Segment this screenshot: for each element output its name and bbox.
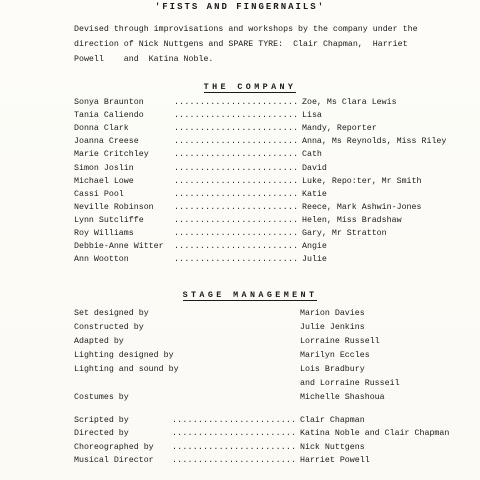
company-name: Marie Critchley — [74, 150, 149, 160]
company-role: Cath — [302, 150, 322, 160]
stage-name: Constructed by — [74, 323, 144, 332]
company-name: Roy Williams — [74, 229, 134, 238]
credits-leader-dots: ........................ — [172, 416, 297, 425]
company-name: Joanna Creese — [74, 137, 139, 147]
company-name: Cassi Pool — [74, 189, 124, 199]
company-role: Lisa — [302, 111, 322, 121]
company-leader-dots: ........................ — [174, 202, 299, 212]
company-leader-dots: ........................ — [174, 111, 299, 121]
credits-name: Directed by — [74, 429, 129, 439]
stage-role: and Lorraine Russeil — [300, 379, 400, 388]
company-role: Reece, Mark Ashwin-Jones — [302, 202, 422, 212]
company-leader-dots: ........................ — [174, 176, 299, 186]
stage-role: Marion Davies — [300, 309, 365, 318]
company-role: Luke, Repo:ter, Mr Smith — [302, 176, 422, 186]
credits-role: Katina Noble and Clair Chapman — [300, 429, 450, 439]
stage-management-heading-text: STAGE MANAGEMENT — [182, 290, 318, 300]
credits-role: Clair Chapman — [300, 416, 365, 425]
company-leader-dots: ........................ — [174, 163, 299, 173]
stage-role: Marilyn Eccles — [300, 351, 370, 360]
company-leader-dots: ........................ — [174, 242, 299, 252]
stage-name: Adapted by — [74, 337, 124, 346]
company-leader-dots: ........................ — [174, 150, 299, 160]
credits-leader-dots: ........................ — [172, 442, 297, 452]
play-title: 'FISTS AND FINGERNAILS' — [154, 2, 326, 12]
credits-name: Musical Director — [74, 455, 154, 465]
stage-name: Lighting and sound by — [74, 365, 179, 374]
company-leader-dots: ........................ — [174, 124, 299, 134]
credits-leader-dots: ........................ — [172, 455, 297, 465]
stage-name: Costumes by — [74, 393, 129, 402]
stage-role: Lois Bradbury — [300, 365, 365, 374]
company-heading — [0, 82, 480, 92]
company-name: Debbie-Anne Witter — [74, 242, 164, 252]
company-name: Neville Robinson — [74, 202, 154, 212]
stage-name: Set designed by — [74, 309, 149, 318]
credits-name: Scripted by — [74, 416, 129, 425]
stage-name: Lighting designed by — [74, 351, 174, 360]
stage-role: Julie Jenkins — [300, 323, 365, 332]
company-role: Gary, Mr Stratton — [302, 229, 387, 238]
company-leader-dots: ........................ — [174, 255, 299, 265]
company-leader-dots: ........................ — [174, 215, 299, 225]
stage-role: Lorraine Russell — [300, 337, 380, 346]
company-name: Tania Caliendo — [74, 111, 144, 121]
company-role: Mandy, Reporter — [302, 124, 377, 134]
company-name: Lynn Sutcliffe — [74, 215, 144, 225]
company-name: Simon Joslin — [74, 163, 134, 173]
company-name: Sonya Braunton — [74, 98, 144, 107]
company-role: Angie — [302, 242, 327, 252]
company-heading-text: THE COMPANY — [203, 82, 297, 92]
company-leader-dots: ........................ — [174, 229, 299, 238]
credits-role: Harriet Powell — [300, 455, 370, 465]
company-role: Anna, Ms Reynolds, Miss Riley — [302, 137, 447, 147]
stage-role: Michelle Shashoua — [300, 393, 385, 402]
company-role: Zoe, Ms Clara Lewis — [302, 98, 397, 107]
credits-role: Nick Nuttgens — [300, 442, 365, 452]
intro-paragraph: Devised through improvisations and workshops by the company under the direction of Nick Nuttgens and SPARE TYRE: Clair Chapman, Harriet Powell and Katina Noble. — [74, 25, 418, 64]
company-role: Julie — [302, 255, 327, 265]
company-leader-dots: ........................ — [174, 98, 299, 107]
stage-management-heading — [0, 290, 480, 300]
company-name: Ann Wootton — [74, 255, 129, 265]
credits-leader-dots: ........................ — [172, 429, 297, 439]
company-leader-dots: ........................ — [174, 189, 299, 199]
company-role: Helen, Miss Bradshaw — [302, 215, 402, 225]
company-role: Katie — [302, 189, 327, 199]
company-name: Donna Clark — [74, 124, 129, 134]
company-name: Michael Lowe — [74, 176, 134, 186]
credits-name: Choreographed by — [74, 442, 154, 452]
company-role: David — [302, 163, 327, 173]
company-leader-dots: ........................ — [174, 137, 299, 147]
